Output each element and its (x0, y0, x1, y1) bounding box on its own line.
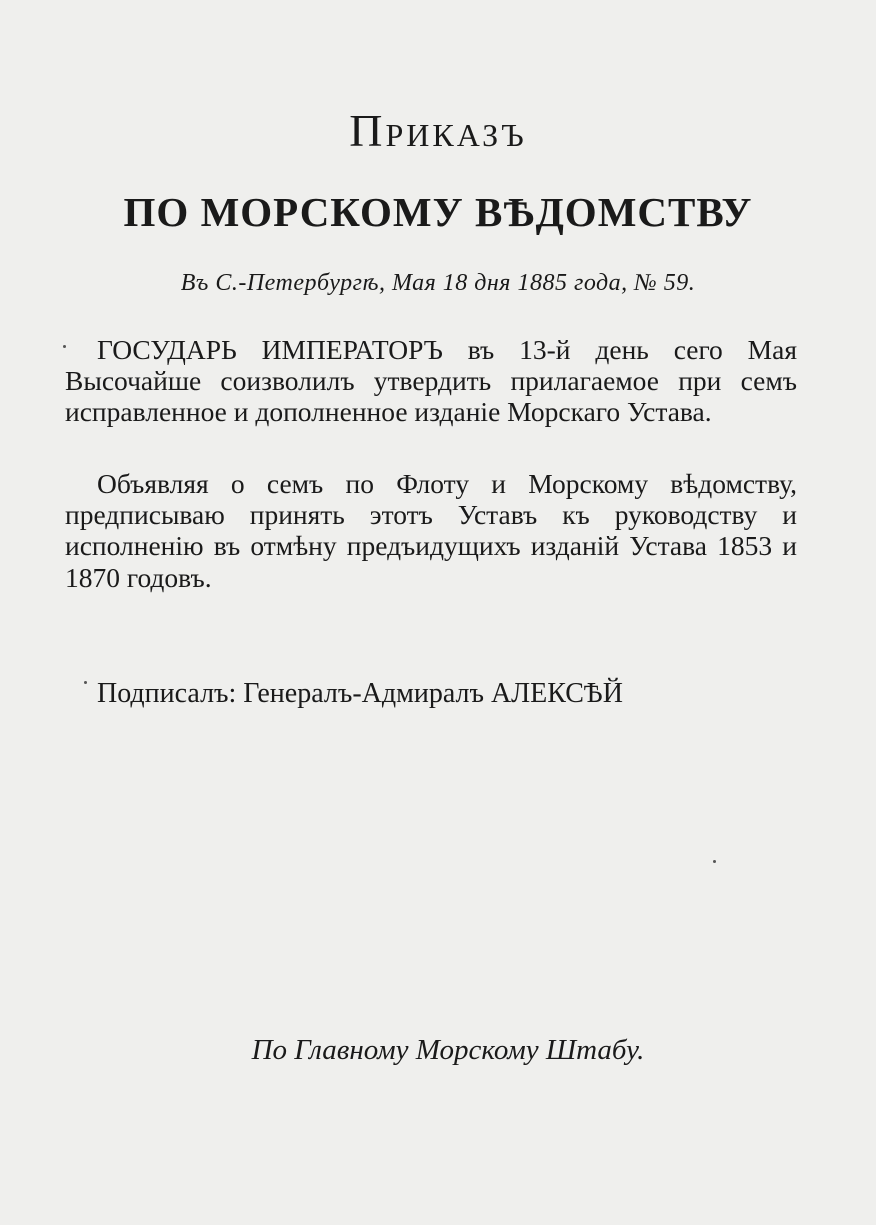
paragraph-1: ГОСУДАРЬ ИМПЕРАТОРЪ въ 13-й день сего Мая Высочайше соизволилъ утвердить прилагаемое при семъ исправленное и дополненное изданіе Морскаго Устава. (65, 334, 797, 428)
footer-line: По Главному Морскому Штабу. (251, 1034, 645, 1066)
paragraph-2-block (65, 468, 797, 593)
paragraph-1-block (65, 334, 797, 428)
dateline: Въ С.-Петербургѣ, Мая 18 дня 1885 года, № 59. (180, 270, 696, 296)
paper-speck (63, 345, 66, 348)
document-subtitle: ПО МОРСКОМУ ВѢДОМСТВУ (123, 189, 753, 235)
signature-line: Подписалъ: Генералъ-Адмиралъ АЛЕКСѢЙ (97, 678, 623, 709)
document-title: Приказъ (349, 105, 527, 156)
paper-speck (713, 860, 716, 863)
paragraph-2: Объявляя о семъ по Флоту и Морскому вѣдомству, предписываю принять этотъ Уставъ къ руководству и исполненію въ отмѣну предъидущихъ изданій Устава 1853 и 1870 годовъ. (65, 468, 797, 593)
paper-speck (84, 681, 87, 684)
